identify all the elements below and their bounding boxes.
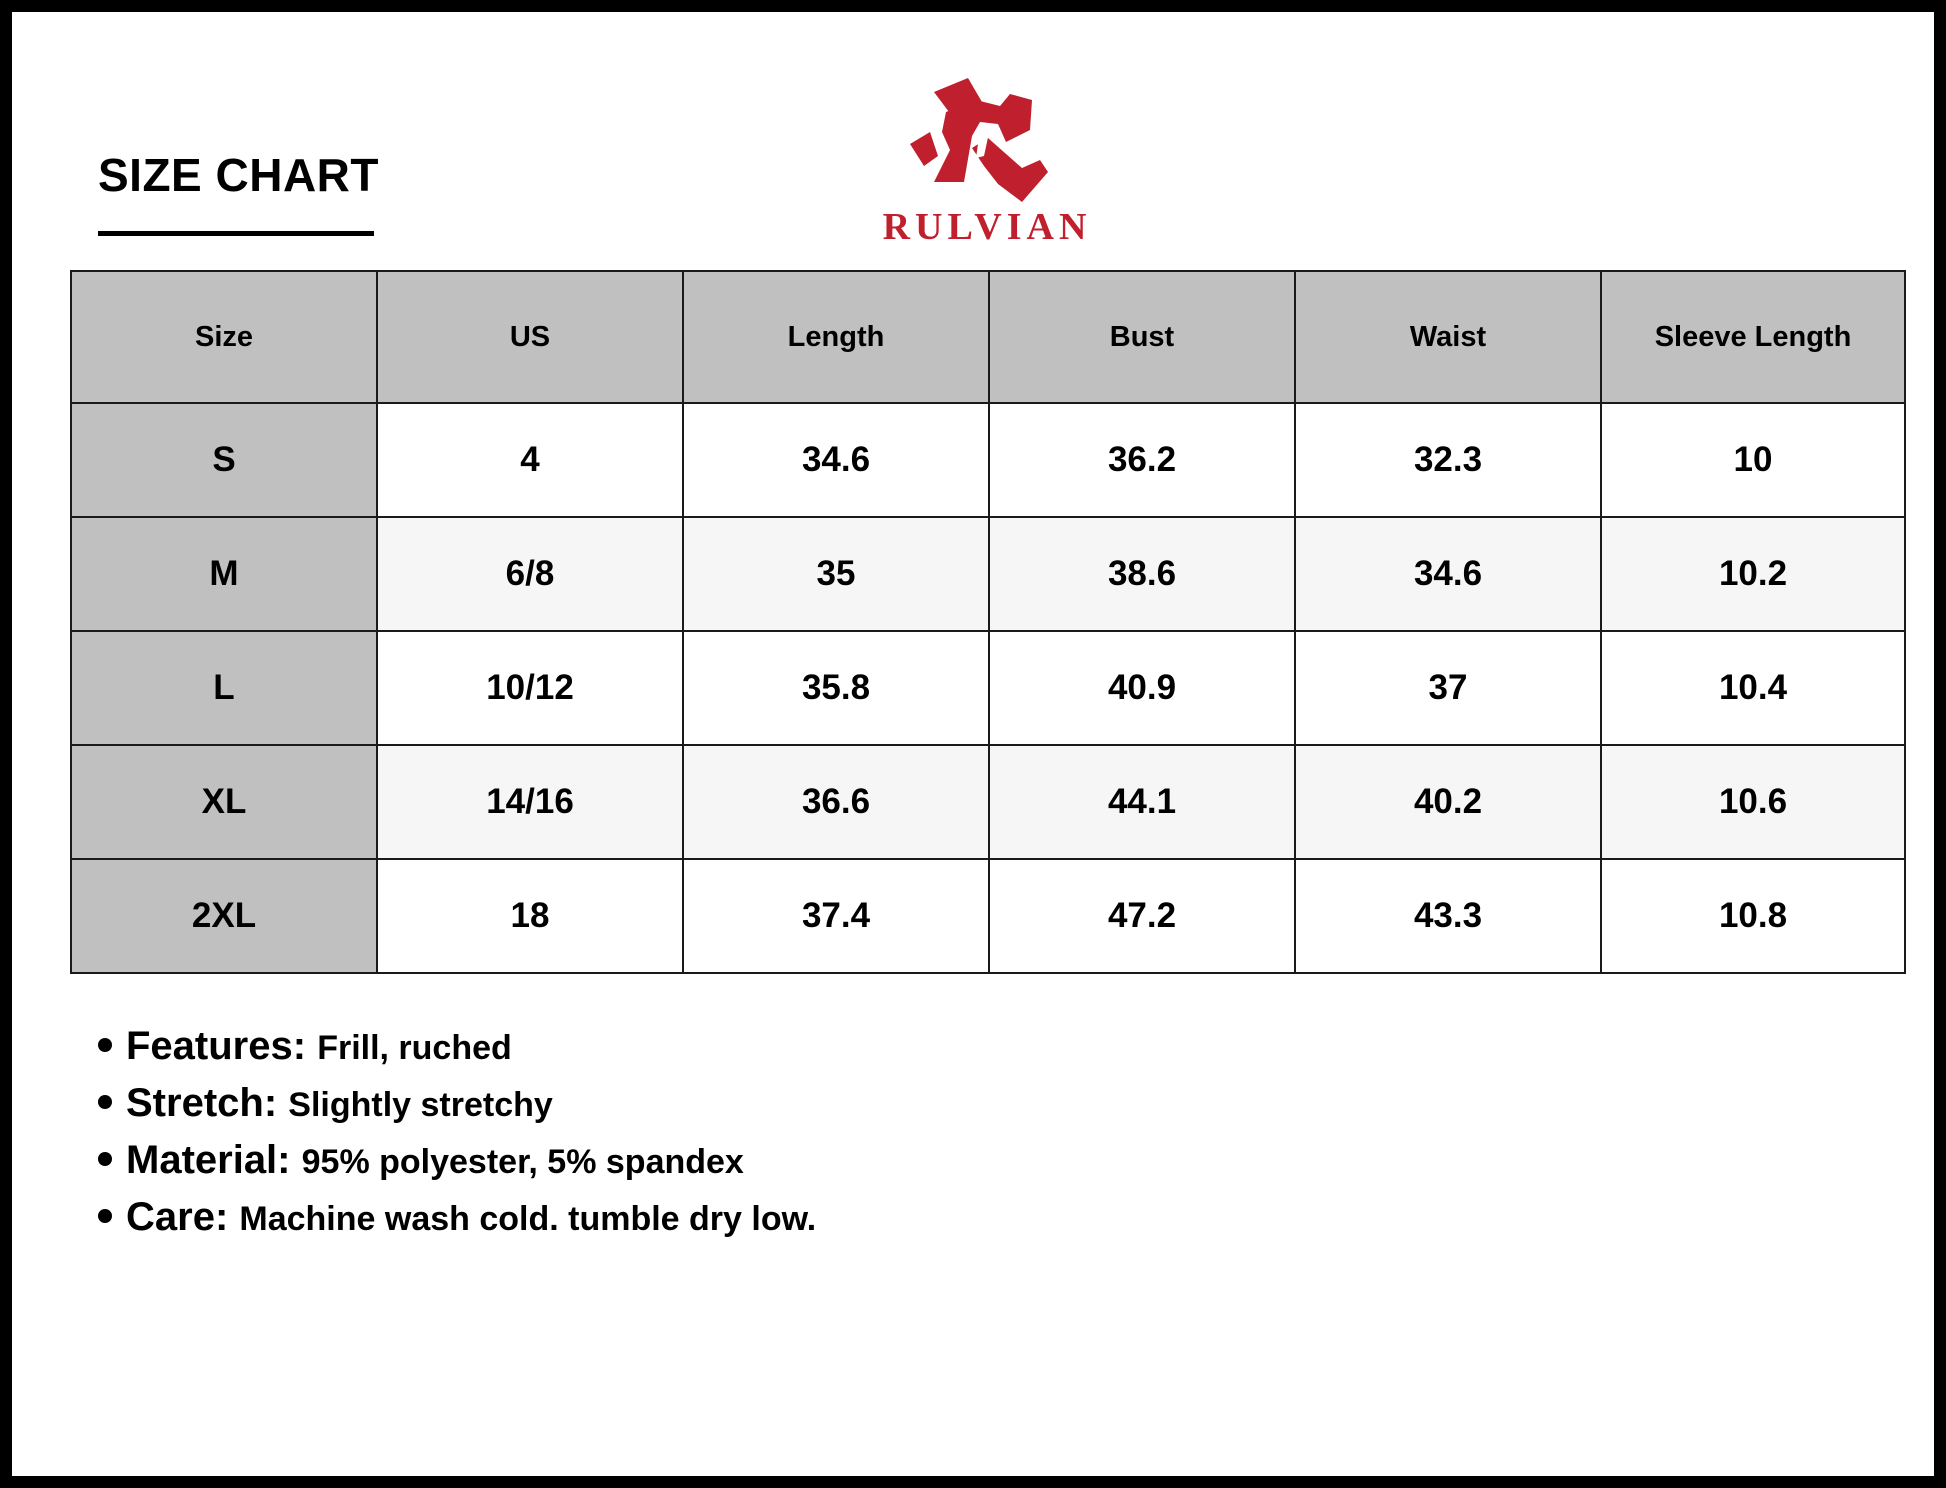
bust-cell: 40.9	[989, 631, 1295, 745]
table-header-row	[71, 271, 1905, 403]
page-title: SIZE CHART	[98, 149, 379, 201]
waist-cell: 40.2	[1295, 745, 1601, 859]
table-row	[71, 403, 1905, 517]
waist-cell: 37	[1295, 631, 1601, 745]
column-header-length: Length	[683, 271, 989, 403]
bullet-icon	[98, 1152, 112, 1166]
sleeve-length-cell: 10	[1601, 403, 1905, 517]
sleeve-length-cell: 10.8	[1601, 859, 1905, 973]
waist-cell: 43.3	[1295, 859, 1601, 973]
sleeve-length-cell: 10.4	[1601, 631, 1905, 745]
us-cell: 10/12	[377, 631, 683, 745]
size-cell: 2XL	[71, 859, 377, 973]
sleeve-length-cell: 10.6	[1601, 745, 1905, 859]
length-cell: 35.8	[683, 631, 989, 745]
bust-cell: 44.1	[989, 745, 1295, 859]
table-row	[71, 631, 1905, 745]
bullet-icon	[98, 1209, 112, 1223]
size-table	[70, 270, 1906, 974]
feature-value: 95% polyester, 5% spandex	[301, 1143, 744, 1181]
feature-value: Slightly stretchy	[288, 1086, 553, 1124]
column-header-bust: Bust	[989, 271, 1295, 403]
bust-cell: 36.2	[989, 403, 1295, 517]
sleeve-length-cell: 10.2	[1601, 517, 1905, 631]
column-header-size: Size	[71, 271, 377, 403]
us-cell: 6/8	[377, 517, 683, 631]
bullet-icon	[98, 1095, 112, 1109]
feature-label: Stretch: Slightly stretchy	[126, 1081, 553, 1125]
table-row	[71, 517, 1905, 631]
feature-label: Material: 95% polyester, 5% spandex	[126, 1138, 744, 1182]
title-underline	[98, 231, 374, 236]
feature-value: Machine wash cold. tumble dry low.	[239, 1200, 817, 1238]
bust-cell: 38.6	[989, 517, 1295, 631]
column-header-waist: Waist	[1295, 271, 1601, 403]
waist-cell: 34.6	[1295, 517, 1601, 631]
size-cell: L	[71, 631, 377, 745]
table-row	[71, 745, 1905, 859]
column-header-us: US	[377, 271, 683, 403]
page-title-wrap	[98, 149, 379, 201]
length-cell: 37.4	[683, 859, 989, 973]
length-cell: 35	[683, 517, 989, 631]
length-cell: 36.6	[683, 745, 989, 859]
length-cell: 34.6	[683, 403, 989, 517]
table-row	[71, 859, 1905, 973]
waist-cell: 32.3	[1295, 403, 1601, 517]
bullet-icon	[98, 1038, 112, 1052]
size-cell: S	[71, 403, 377, 517]
column-header-sleeve-length: Sleeve Length	[1601, 271, 1905, 403]
bust-cell: 47.2	[989, 859, 1295, 973]
feature-value: Frill, ruched	[317, 1029, 512, 1067]
feature-label: Features: Frill, ruched	[126, 1024, 512, 1068]
feature-label: Care: Machine wash cold. tumble dry low.	[126, 1195, 817, 1239]
brand-name: RULVIAN	[882, 206, 1092, 248]
us-cell: 4	[377, 403, 683, 517]
size-cell: XL	[71, 745, 377, 859]
size-cell: M	[71, 517, 377, 631]
us-cell: 18	[377, 859, 683, 973]
us-cell: 14/16	[377, 745, 683, 859]
